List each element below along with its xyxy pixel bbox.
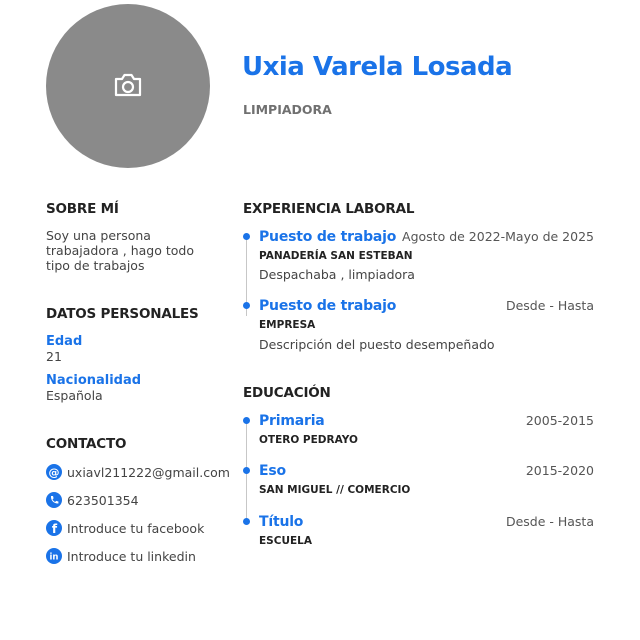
education-org-2: SAN MIGUEL // COMERCIO <box>259 484 411 496</box>
timeline-dot <box>243 233 250 240</box>
email-text: uxiavl211222@gmail.com <box>67 464 230 480</box>
experience-date-2: Desde - Hasta <box>505 298 594 313</box>
svg-text:in: in <box>49 552 59 563</box>
education-date-2: 2015-2020 <box>525 463 594 478</box>
education-date-3: Desde - Hasta <box>505 514 594 529</box>
education-org-1: OTERO PEDRAYO <box>259 434 358 446</box>
education-title-3: Título <box>259 514 304 530</box>
education-org-3: ESCUELA <box>259 535 312 547</box>
about-text: Soy una persona trabajadora , hago todo tipo de trabajos <box>46 228 194 273</box>
person-name: Uxia Varela Losada <box>242 52 513 82</box>
nationality-label: Nacionalidad <box>46 373 142 388</box>
job-role: LIMPIADORA <box>243 102 332 117</box>
age-value: 21 <box>46 349 62 364</box>
experience-title-1: Puesto de trabajo <box>259 229 397 245</box>
phone-text: 623501354 <box>67 492 139 508</box>
age-label: Edad <box>46 334 83 349</box>
linkedin-text: Introduce tu linkedin <box>67 548 196 564</box>
timeline-dot <box>243 417 250 424</box>
nationality-value: Española <box>46 388 103 403</box>
timeline-dot <box>243 518 250 525</box>
at-icon <box>46 464 62 480</box>
timeline-dot <box>243 302 250 309</box>
contact-facebook[interactable] <box>46 520 204 536</box>
contact-email[interactable] <box>46 464 230 480</box>
contact-linkedin[interactable] <box>46 548 196 564</box>
experience-heading: EXPERIENCIA LABORAL <box>243 201 415 217</box>
profile-photo-placeholder[interactable] <box>46 4 210 168</box>
personal-data-heading: DATOS PERSONALES <box>46 306 199 322</box>
experience-title-2: Puesto de trabajo <box>259 298 397 314</box>
experience-org-2: EMPRESA <box>259 319 316 331</box>
education-title-1: Primaria <box>259 413 325 429</box>
contact-heading: CONTACTO <box>46 436 127 452</box>
svg-text:f: f <box>51 522 58 536</box>
about-heading: SOBRE MÍ <box>46 201 119 217</box>
camera-icon <box>113 72 143 98</box>
contact-phone[interactable] <box>46 492 139 508</box>
phone-icon <box>46 492 62 508</box>
experience-date-1: Agosto de 2022-Mayo de 2025 <box>402 229 594 244</box>
timeline-dot <box>243 467 250 474</box>
facebook-icon <box>46 520 62 536</box>
experience-desc-2: Descripción del puesto desempeñado <box>259 337 495 352</box>
linkedin-icon <box>46 548 62 564</box>
experience-desc-1: Despachaba , limpiadora <box>259 267 415 282</box>
education-heading: EDUCACIÓN <box>243 385 331 401</box>
facebook-text: Introduce tu facebook <box>67 520 205 536</box>
svg-text:@: @ <box>48 466 60 479</box>
experience-org-1: PANADERÍA SAN ESTEBAN <box>259 250 413 262</box>
education-date-1: 2005-2015 <box>525 413 594 428</box>
education-title-2: Eso <box>259 463 286 479</box>
